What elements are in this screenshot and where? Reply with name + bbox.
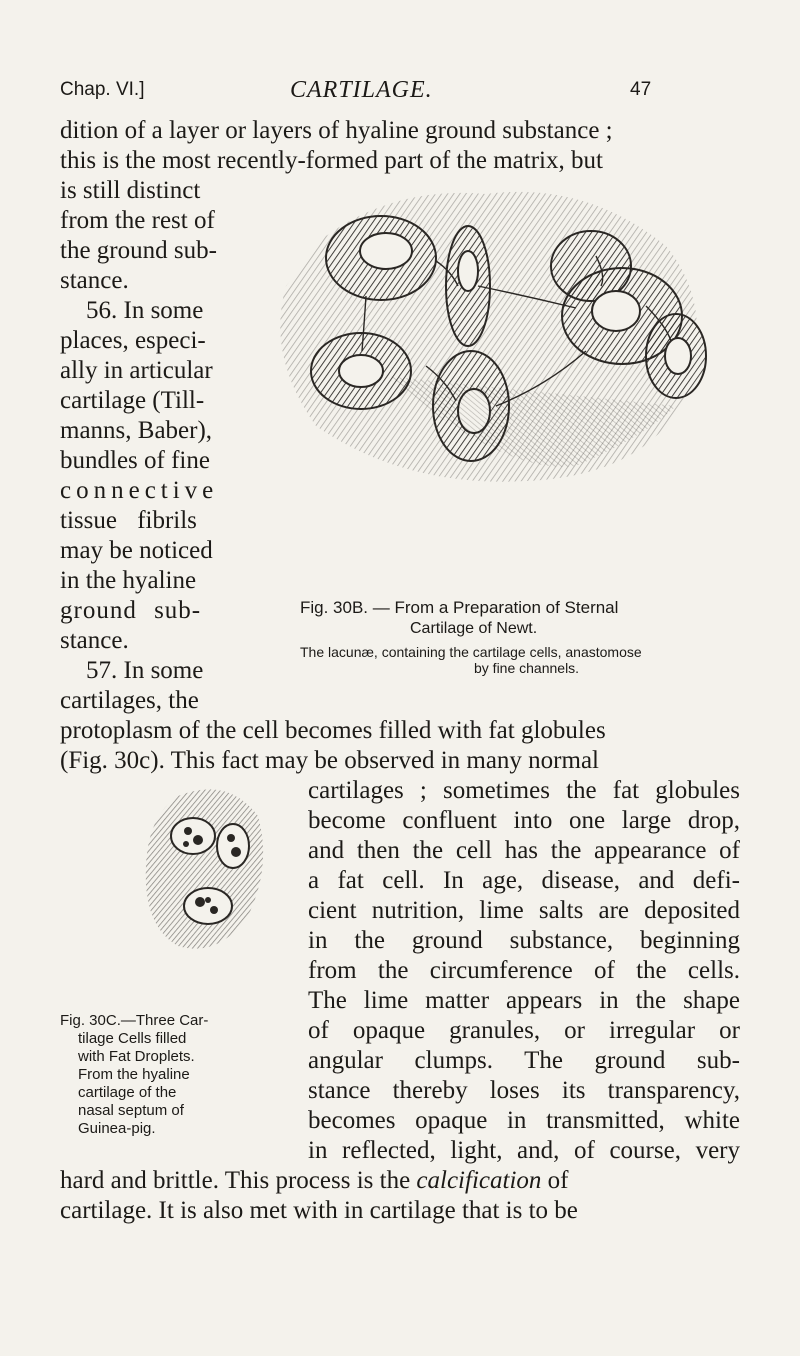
paragraph-56-start: 56. In some [86,297,204,324]
figure-30c-caption: with Fat Droplets. [78,1048,195,1065]
figure-30c-caption: Fig. 30C.—Three Car- [60,1012,209,1029]
body-line: the ground sub- [60,237,217,264]
figure-30b-illustration [246,176,740,486]
body-line: ally in articular [60,357,213,384]
body-line: connective [60,477,219,504]
figure-30c-caption: From the hyaline [78,1066,190,1083]
body-line: from the circumference of the cells. [308,957,740,984]
body-line: (Fig. 30c). This fact may be observed in many normal [60,747,599,774]
body-line: becomes opaque in transmitted, white [308,1107,740,1134]
figure-30b-caption-text: by fine channels. [474,660,580,676]
emphasized-term: calcification [416,1167,542,1194]
figure-30c-caption: Guinea-pig. [78,1120,156,1137]
body-line: cartilages, the [60,687,199,714]
figure-30c-caption: cartilage of the [78,1084,177,1101]
body-line: bundles of fine [60,447,210,474]
body-text: of [541,1167,569,1194]
running-header-chapter: Chap. VI.] [60,79,145,100]
body-line: become confluent into one large drop, [308,807,740,834]
body-text: hard and brittle. This process is the [60,1167,417,1194]
paragraph-57-start: 57. In some [86,657,204,684]
body-line: manns, Baber), [60,417,213,444]
figure-30c-caption: tilage Cells filled [78,1030,187,1047]
body-line: stance. [60,267,129,294]
body-line: cartilage. It is also met with in cartilage that is to be [60,1197,578,1224]
body-line: tissue fibrils [60,507,197,534]
body-line: in the ground substance, beginning [308,927,740,954]
body-line: cartilages ; sometimes the fat globules [308,777,740,804]
body-line: cient nutrition, lime salts are deposited [308,897,740,924]
body-line: of opaque granules, or irregular or [308,1017,740,1044]
body-line: from the rest of [60,207,215,234]
figure-30b-caption-title: Cartilage of Newt. [410,620,538,637]
body-line: may be noticed [60,537,213,564]
body-line: dition of a layer or layers of hyaline ground substance ; [60,117,613,144]
body-line: angular clumps. The ground sub- [308,1047,740,1074]
body-line: and then the cell has the appearance of [308,837,740,864]
page-number: 47 [630,79,652,100]
figure-30c-illustration [138,776,272,958]
body-line: places, especi- [60,327,206,354]
body-line: stance. [60,627,129,654]
body-line: The lime matter appears in the shape [308,987,740,1014]
body-line: is still distinct [60,177,201,204]
figure-30b-caption-text: The lacunæ, containing the cartilage cells, anastomose [300,644,642,660]
running-header-title: CARTILAGE. [290,77,433,103]
body-line: protoplasm of the cell becomes filled with fat globules [60,717,606,744]
body-line [60,1166,568,1196]
body-line: stance thereby loses its transparency, [308,1077,740,1104]
body-line: in reflected, light, and, of course, very [308,1137,740,1164]
figure-30b-caption-title: Fig. 30B. — From a Preparation of Sternal [300,598,619,617]
body-line: cartilage (Till- [60,387,205,414]
body-line: ground sub- [60,597,202,624]
body-line: a fat cell. In age, disease, and defi- [308,867,740,894]
body-line: in the hyaline [60,567,197,594]
figure-30c-caption: nasal septum of [78,1102,184,1119]
body-line: this is the most recently-formed part of the matrix, but [60,147,603,174]
